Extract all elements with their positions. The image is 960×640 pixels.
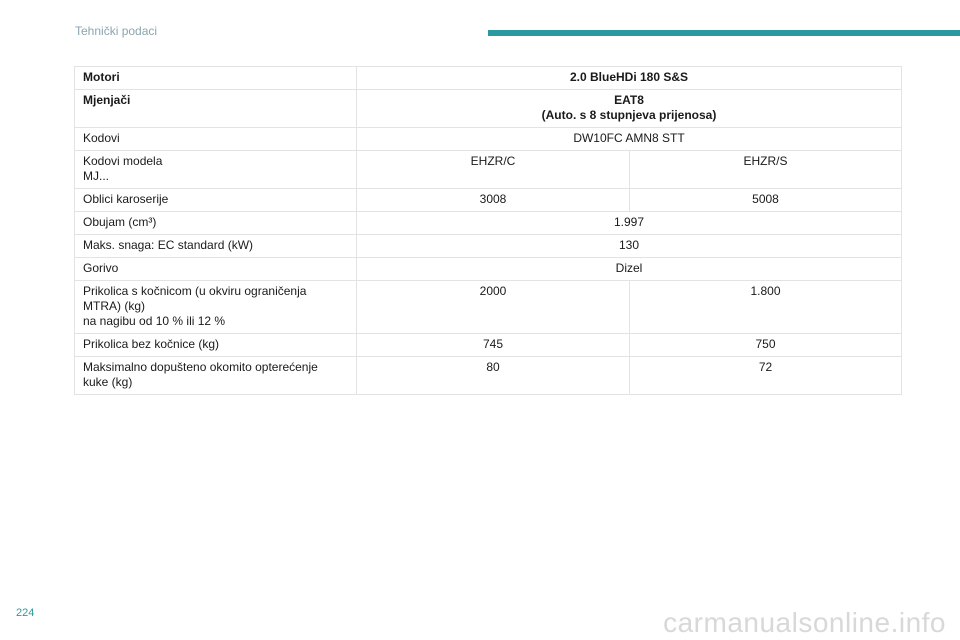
nose-weight-3008: 80 [357, 357, 630, 395]
row-label: Mjenjači [75, 90, 357, 128]
model-code-3008: EHZR/C [357, 151, 630, 189]
fuel-value: Dizel [357, 258, 902, 281]
row-label: Kodovi [75, 128, 357, 151]
gearbox-value: EAT8 (Auto. s 8 stupnjeva prijenosa) [357, 90, 902, 128]
section-title: Tehnički podaci [75, 24, 158, 38]
row-label: Oblici karoserije [75, 189, 357, 212]
row-label: Maks. snaga: EC standard (kW) [75, 235, 357, 258]
unbraked-trailer-3008: 745 [357, 334, 630, 357]
displacement-value: 1.997 [357, 212, 902, 235]
table-row [75, 189, 902, 212]
body-3008: 3008 [357, 189, 630, 212]
power-value: 130 [357, 235, 902, 258]
row-label: Kodovi modela MJ... [75, 151, 357, 189]
braked-trailer-5008: 1.800 [630, 281, 902, 334]
table-row [75, 151, 902, 189]
header-accent-bar [488, 30, 960, 36]
table-row [75, 334, 902, 357]
table-row [75, 235, 902, 258]
engine-value: 2.0 BlueHDi 180 S&S [357, 67, 902, 90]
nose-weight-5008: 72 [630, 357, 902, 395]
table-row [75, 357, 902, 395]
row-label: Obujam (cm³) [75, 212, 357, 235]
row-label: Maksimalno dopušteno okomito opterećenje kuke (kg) [75, 357, 357, 395]
table-row [75, 258, 902, 281]
spec-table [74, 66, 902, 395]
row-label: Prikolica bez kočnice (kg) [75, 334, 357, 357]
braked-trailer-3008: 2000 [357, 281, 630, 334]
row-label: Motori [75, 67, 357, 90]
page-number: 224 [16, 607, 35, 619]
table-row [75, 128, 902, 151]
row-label: Prikolica s kočnicom (u okviru ograničenja MTRA) (kg) na nagibu od 10 % ili 12 % [75, 281, 357, 334]
row-label: Gorivo [75, 258, 357, 281]
table-row [75, 281, 902, 334]
model-code-5008: EHZR/S [630, 151, 902, 189]
watermark: carmanualsonline.info [663, 607, 946, 638]
body-5008: 5008 [630, 189, 902, 212]
unbraked-trailer-5008: 750 [630, 334, 902, 357]
table-row [75, 90, 902, 128]
table-row [75, 67, 902, 90]
table-row [75, 212, 902, 235]
codes-value: DW10FC AMN8 STT [357, 128, 902, 151]
